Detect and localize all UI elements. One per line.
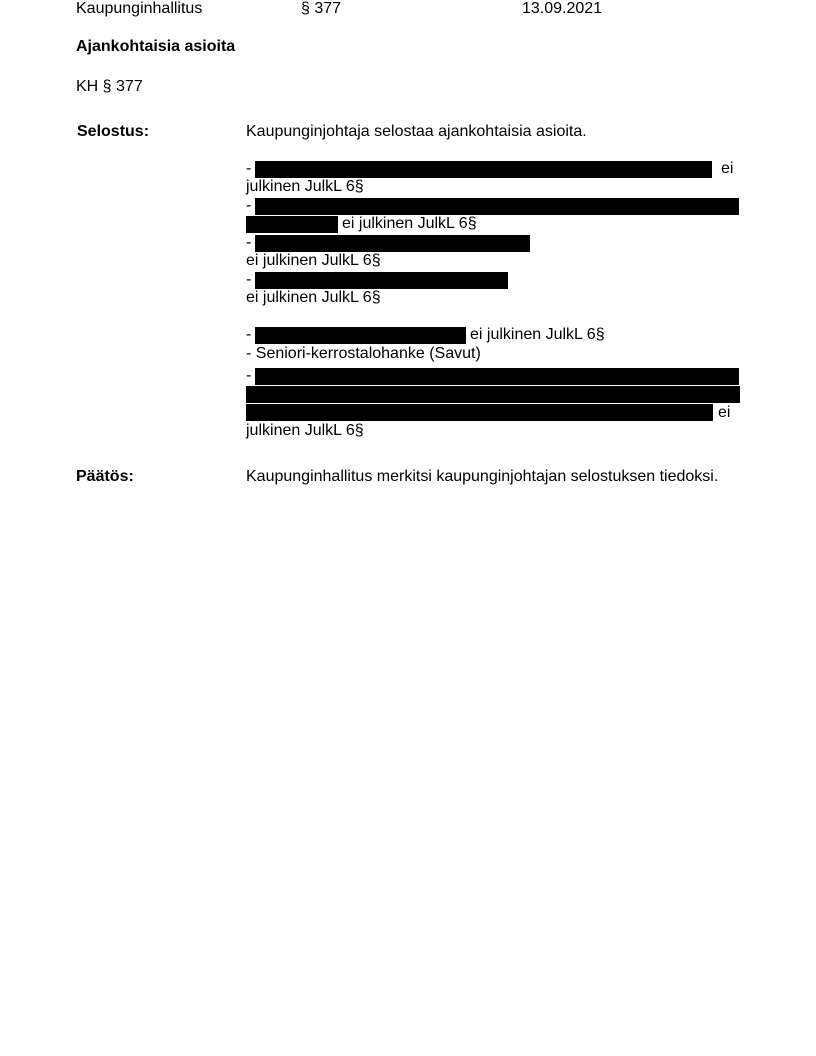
- item6-text: - Seniori-kerrostalohanke (Savut): [246, 345, 481, 362]
- redaction-block: [255, 368, 739, 385]
- item5-tail: ei julkinen JulkL 6§: [470, 326, 605, 343]
- item4-cont: ei julkinen JulkL 6§: [246, 289, 381, 306]
- item3-cont: ei julkinen JulkL 6§: [246, 252, 381, 269]
- redaction-block: [255, 198, 739, 215]
- item1-tail: ei: [721, 160, 734, 177]
- redaction-block: [255, 161, 712, 178]
- item5-dash: -: [246, 326, 252, 343]
- selostus-intro: Kaupunginjohtaja selostaa ajankohtaisia asioita.: [246, 123, 587, 140]
- item7-dash: -: [246, 367, 252, 384]
- paatos-text: Kaupunginhallitus merkitsi kaupunginjohtajan selostuksen tiedoksi.: [246, 468, 719, 485]
- item7-tail: ei: [718, 404, 731, 421]
- redaction-block: [255, 327, 466, 344]
- selostus-label: Selostus:: [77, 123, 150, 140]
- header-organ: Kaupunginhallitus: [76, 0, 203, 17]
- reference: KH § 377: [76, 78, 143, 95]
- redaction-block: [246, 386, 740, 403]
- item1-dash: -: [246, 160, 252, 177]
- redaction-block: [246, 404, 713, 421]
- item2-tail: ei julkinen JulkL 6§: [342, 215, 477, 232]
- redaction-block: [246, 216, 338, 233]
- paatos-label: Päätös:: [76, 468, 134, 485]
- item2-dash: -: [246, 197, 252, 214]
- item1-cont: julkinen JulkL 6§: [246, 178, 364, 195]
- item4-dash: -: [246, 271, 252, 288]
- header-date: 13.09.2021: [522, 0, 603, 17]
- item7-cont: julkinen JulkL 6§: [246, 422, 364, 439]
- redaction-block: [255, 235, 530, 252]
- item3-dash: -: [246, 234, 252, 251]
- redaction-block: [255, 272, 508, 289]
- document-title: Ajankohtaisia asioita: [76, 38, 236, 55]
- header-section: § 377: [301, 0, 342, 17]
